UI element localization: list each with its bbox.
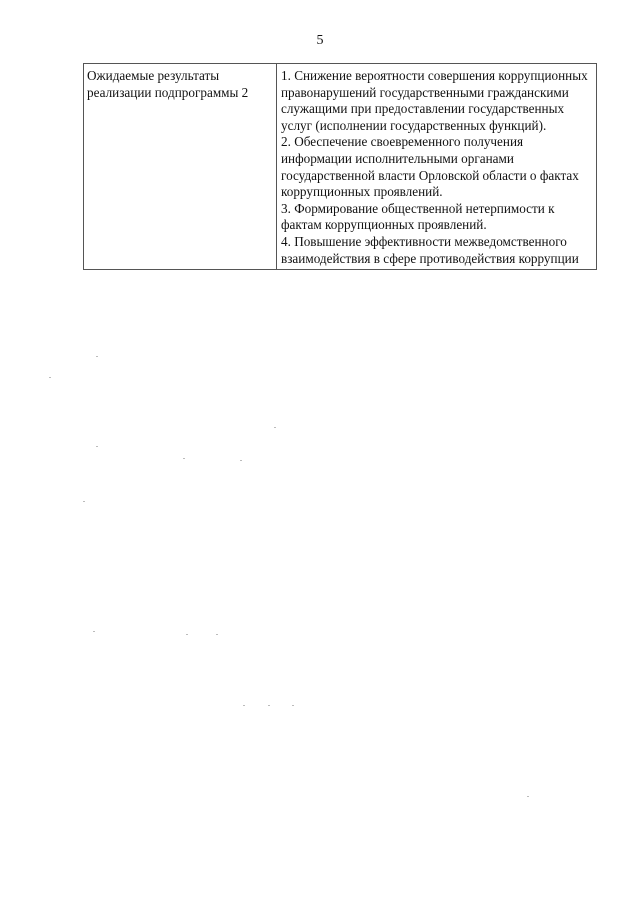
scan-speck: [96, 446, 98, 447]
result-item-2: 2. Обеспечение своевременного получения информации исполнительными органами государственной власти Орловской области о фактах коррупционных проявлений.: [281, 134, 579, 200]
result-item-1: 1. Снижение вероятности совершения коррупционных правонарушений государственными гражданскими служащими при предоставлении государственных услуг (исполнении государственных функций).: [281, 68, 588, 133]
scan-speck: [216, 634, 218, 635]
page-number: 5: [316, 33, 324, 48]
scan-speck: [93, 631, 95, 632]
row-label-cell: Ожидаемые результаты реализации подпрограммы 2: [84, 64, 277, 270]
expected-results-cell: [277, 64, 597, 270]
result-item-4: 4. Повышение эффективности межведомственного взаимодействия в сфере противодействия коррупции: [281, 233, 579, 266]
scan-speck: [96, 356, 98, 357]
scan-speck: [186, 634, 188, 635]
table-row: [84, 64, 597, 270]
scan-speck: [527, 796, 529, 797]
result-item-3: 3. Формирование общественной нетерпимости к фактам коррупционных проявлений.: [281, 200, 555, 233]
scan-speck: [83, 501, 85, 502]
scan-speck: [274, 427, 276, 428]
subprogram-results-table: [83, 63, 597, 270]
scan-speck: [240, 460, 242, 461]
scan-speck: [268, 705, 270, 706]
scan-speck: [243, 705, 245, 706]
scan-speck: [183, 458, 185, 459]
scan-speck: [49, 377, 51, 378]
scan-speck: [292, 705, 294, 706]
